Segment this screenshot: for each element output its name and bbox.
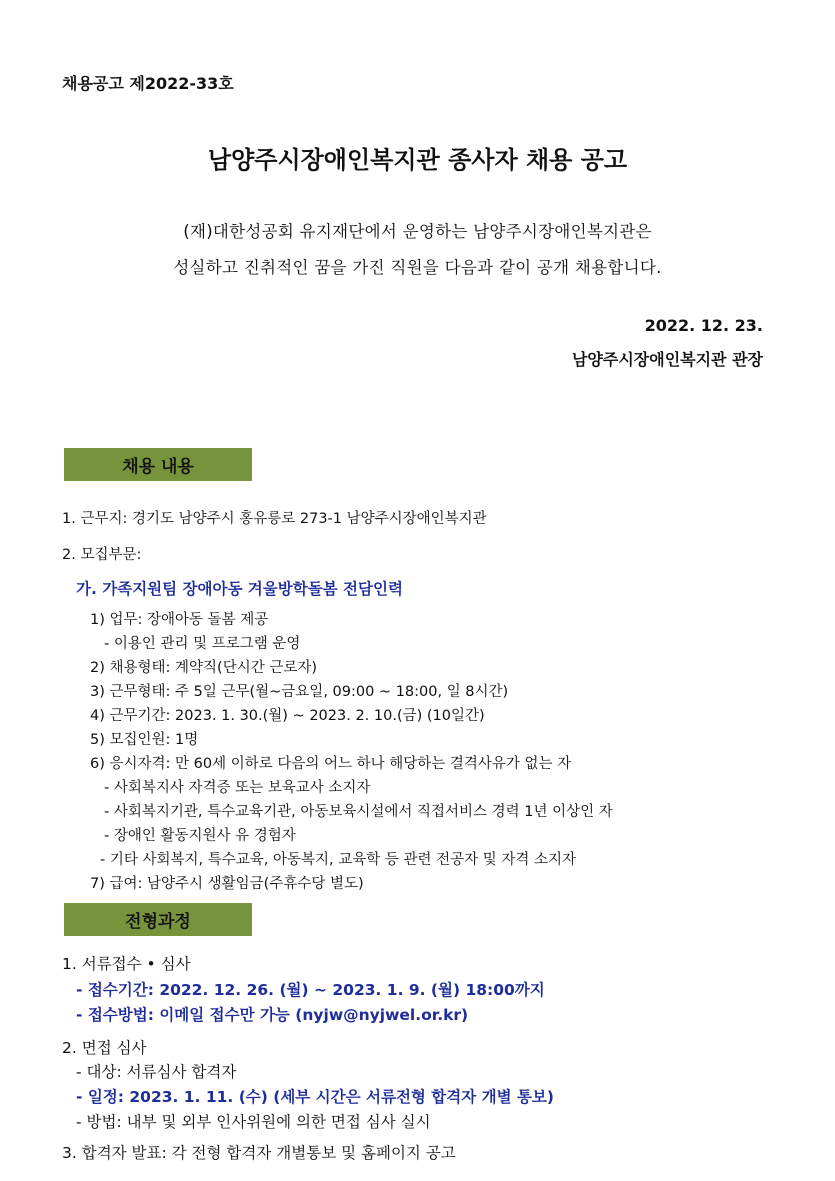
list-item: - 사회복지사 자격증 또는 보육교사 소지자 xyxy=(104,780,371,796)
section-heading-process: 전형과정 xyxy=(64,903,252,936)
list-item: 7) 급여: 남양주시 생활임금(주휴수당 별도) xyxy=(90,876,364,892)
list-item: 3) 근무형태: 주 5일 근무(월~금요일, 09:00 ~ 18:00, 일 8시간) xyxy=(90,684,509,700)
list-item: 5) 모집인원: 1명 xyxy=(90,732,199,748)
process-step-2: 2. 면접 심사 xyxy=(62,1039,147,1057)
list-item: 4) 근무기간: 2023. 1. 30.(월) ~ 2023. 2. 10.(금) (10일간) xyxy=(90,708,485,724)
list-item: - 사회복지기관, 특수교육기관, 아동보육시설에서 직접서비스 경력 1년 이상인 자 xyxy=(104,804,613,820)
process-step-1: 1. 서류접수 • 심사 xyxy=(62,955,191,973)
interview-date: - 일정: 2023. 1. 11. (수) (세부 시간은 서류전형 합격자 개별 통보) xyxy=(76,1088,554,1106)
section-heading-recruit: 채용 내용 xyxy=(64,448,252,481)
intro-line-2: 성실하고 진취적인 꿈을 가진 직원을 다음과 같이 공개 채용합니다. xyxy=(173,258,662,277)
workplace: 1. 근무지: 경기도 남양주시 홍유릉로 273-1 남양주시장애인복지관 xyxy=(62,511,487,527)
field-label: 2. 모집부문: xyxy=(62,547,142,563)
interview-target: - 대상: 서류심사 합격자 xyxy=(76,1063,237,1081)
list-item: 2) 채용형태: 계약직(단시간 근로자) xyxy=(90,660,317,676)
position-title: 가. 가족지원팀 장애아동 겨울방학돌봄 전담인력 xyxy=(76,580,403,598)
list-item: - 장애인 활동지원사 유 경험자 xyxy=(104,828,296,844)
list-item: - 기타 사회복지, 특수교육, 아동복지, 교육학 등 관련 전공자 및 자격 소지자 xyxy=(100,852,576,868)
list-item: 6) 응시자격: 만 60세 이하로 다음의 어느 하나 해당하는 결격사유가 없는 자 xyxy=(90,756,572,772)
process-step-3: 3. 합격자 발표: 각 전형 합격자 개별통보 및 홈페이지 공고 xyxy=(62,1144,456,1162)
notice-number: 채용공고 제2022-33호 xyxy=(62,74,234,93)
page-title: 남양주시장애인복지관 종사자 채용 공고 xyxy=(207,146,628,174)
list-item: - 이용인 관리 및 프로그램 운영 xyxy=(104,636,301,652)
list-item: 1) 업무: 장애아동 돌봄 제공 xyxy=(90,612,269,628)
application-period: - 접수기간: 2022. 12. 26. (월) ~ 2023. 1. 9. (월) 18:00까지 xyxy=(76,981,545,999)
issuer-director: 남양주시장애인복지관 관장 xyxy=(571,350,763,369)
intro-line-1: (재)대한성공회 유지재단에서 운영하는 남양주시장애인복지관은 xyxy=(183,222,652,241)
interview-method: - 방법: 내부 및 외부 인사위원에 의한 면접 심사 실시 xyxy=(76,1113,431,1131)
application-method: - 접수방법: 이메일 접수만 가능 (nyjw@nyjwel.or.kr) xyxy=(76,1006,469,1024)
notice-date: 2022. 12. 23. xyxy=(644,316,763,335)
